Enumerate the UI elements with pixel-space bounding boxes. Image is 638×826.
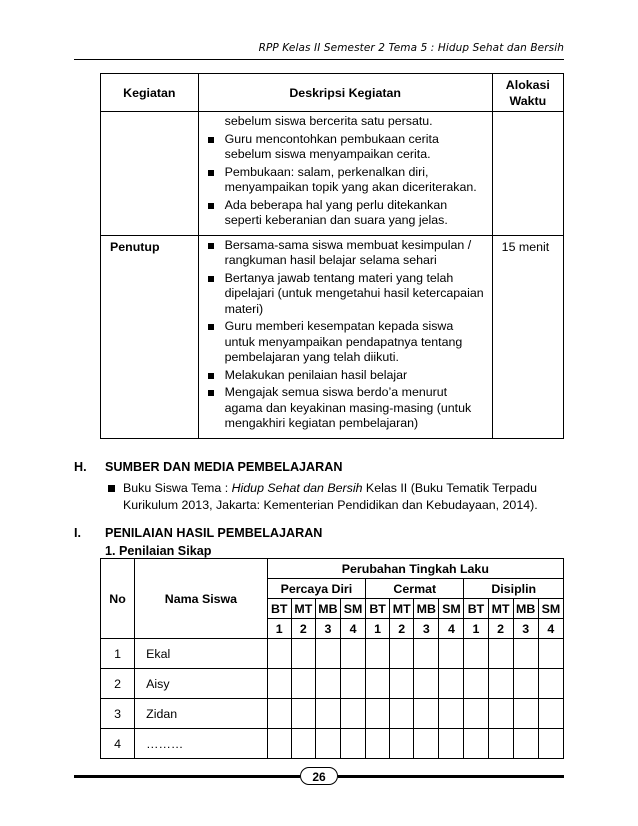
level-header: MB bbox=[315, 599, 340, 619]
score-header: 2 bbox=[291, 619, 315, 639]
score-cell[interactable] bbox=[538, 639, 563, 669]
table-row bbox=[101, 729, 564, 759]
level-header: SM bbox=[439, 599, 464, 619]
score-header: 4 bbox=[439, 619, 464, 639]
score-cell[interactable] bbox=[291, 699, 315, 729]
table-row bbox=[101, 669, 564, 699]
level-header: MB bbox=[513, 599, 538, 619]
score-cell[interactable] bbox=[340, 699, 365, 729]
header-deskripsi: Deskripsi Kegiatan bbox=[198, 74, 492, 112]
student-no: 1 bbox=[101, 639, 135, 669]
score-cell[interactable] bbox=[439, 699, 464, 729]
page-number: 26 bbox=[300, 767, 338, 785]
aspect-header: Cermat bbox=[366, 579, 464, 599]
score-cell[interactable] bbox=[291, 669, 315, 699]
student-no: 3 bbox=[101, 699, 135, 729]
score-cell[interactable] bbox=[464, 699, 488, 729]
score-cell[interactable] bbox=[538, 669, 563, 699]
section-i-heading bbox=[74, 526, 322, 540]
bullet-square-icon bbox=[208, 276, 214, 282]
header-alokasi: Alokasi Waktu bbox=[492, 74, 563, 112]
activity-row-penutup bbox=[101, 235, 564, 438]
score-cell[interactable] bbox=[538, 729, 563, 759]
activity-table-header-row bbox=[101, 74, 564, 112]
score-cell[interactable] bbox=[488, 669, 513, 699]
footer-rule-left bbox=[74, 775, 300, 778]
header-perubahan: Perubahan Tingkah Laku bbox=[267, 559, 563, 579]
level-header: MT bbox=[488, 599, 513, 619]
score-cell[interactable] bbox=[414, 699, 439, 729]
score-cell[interactable] bbox=[414, 669, 439, 699]
bullet-square-icon bbox=[208, 170, 214, 176]
bullet-square-icon bbox=[208, 324, 214, 330]
level-header: MT bbox=[291, 599, 315, 619]
score-cell[interactable] bbox=[390, 639, 414, 669]
score-cell[interactable] bbox=[464, 729, 488, 759]
student-name: ……… bbox=[135, 729, 268, 759]
time-cell bbox=[492, 112, 563, 236]
bullet-square-icon bbox=[208, 373, 214, 379]
bullet-square-icon bbox=[208, 390, 214, 396]
score-cell[interactable] bbox=[340, 729, 365, 759]
score-cell[interactable] bbox=[315, 639, 340, 669]
section-letter: H. bbox=[74, 460, 87, 474]
description-item: Guru memberi kesempatan kepada siswa untuk menyampaikan pendapatnya tentang pembelajaran yang telah diikuti. bbox=[205, 319, 486, 366]
score-cell[interactable] bbox=[538, 699, 563, 729]
score-cell[interactable] bbox=[513, 699, 538, 729]
aspect-header: Percaya Diri bbox=[267, 579, 365, 599]
description-continuation: sebelum siswa bercerita satu persatu. bbox=[224, 114, 433, 128]
description-item: Guru mencontohkan pembukaan cerita sebelum siswa menyampaikan cerita. bbox=[205, 132, 486, 163]
score-header: 4 bbox=[340, 619, 365, 639]
score-cell[interactable] bbox=[390, 699, 414, 729]
level-header: BT bbox=[366, 599, 390, 619]
table-row bbox=[101, 639, 564, 669]
score-header: 1 bbox=[366, 619, 390, 639]
running-header: RPP Kelas II Semester 2 Tema 5 : Hidup Sehat dan Bersih bbox=[258, 42, 564, 54]
score-cell[interactable] bbox=[340, 639, 365, 669]
score-cell[interactable] bbox=[439, 729, 464, 759]
book-title: Hidup Sehat dan Bersih bbox=[231, 481, 363, 495]
score-cell[interactable] bbox=[291, 639, 315, 669]
score-cell[interactable] bbox=[414, 729, 439, 759]
description-item: Ada beberapa hal yang perlu ditekankan seperti keberanian dan suara yang jelas. bbox=[205, 198, 486, 229]
attitude-table bbox=[100, 558, 564, 759]
score-cell[interactable] bbox=[414, 639, 439, 669]
header-nama-siswa: Nama Siswa bbox=[135, 559, 268, 639]
section-title: PENILAIAN HASIL PEMBELAJARAN bbox=[105, 526, 323, 540]
score-cell[interactable] bbox=[366, 639, 390, 669]
score-cell[interactable] bbox=[513, 729, 538, 759]
description-item: Bersama-sama siswa membuat kesimpulan / rangkuman hasil belajar selama sehari bbox=[205, 238, 486, 269]
student-no: 2 bbox=[101, 669, 135, 699]
level-header: SM bbox=[340, 599, 365, 619]
level-header: MB bbox=[414, 599, 439, 619]
description-item: Mengajak semua siswa berdo’a menurut agama dan keyakinan masing-masing (untuk mengakhiri kegiatan pembelajaran) bbox=[205, 385, 486, 432]
score-header: 4 bbox=[538, 619, 563, 639]
description-item: Bertanya jawab tentang materi yang telah dipelajari (untuk mengetahui hasil ketercapaian materi) bbox=[205, 271, 486, 318]
score-header: 3 bbox=[315, 619, 340, 639]
score-cell[interactable] bbox=[488, 699, 513, 729]
level-header: BT bbox=[267, 599, 291, 619]
header-rule bbox=[74, 59, 564, 60]
subsection-title: 1. Penilaian Sikap bbox=[105, 544, 212, 558]
score-header: 2 bbox=[488, 619, 513, 639]
description-cell bbox=[198, 235, 492, 438]
source-book-text: Buku Siswa Tema : Hidup Sehat dan Bersih Kelas II (Buku Tematik Terpadu Kurikulum 2013, Jakarta: Kementerian Pendidikan dan Kebudayaan, 2014). bbox=[123, 481, 538, 512]
description-item: Pembukaan: salam, perkenalkan diri, menyampaikan topik yang akan diceriterakan. bbox=[205, 165, 486, 196]
score-cell[interactable] bbox=[315, 669, 340, 699]
score-cell[interactable] bbox=[439, 639, 464, 669]
score-cell[interactable] bbox=[366, 669, 390, 699]
score-cell[interactable] bbox=[315, 729, 340, 759]
bullet-square-icon bbox=[208, 203, 214, 209]
footer-rule-right bbox=[338, 775, 564, 778]
score-cell[interactable] bbox=[439, 669, 464, 699]
phase-cell: Penutup bbox=[101, 235, 199, 438]
score-cell[interactable] bbox=[464, 669, 488, 699]
score-header: 3 bbox=[513, 619, 538, 639]
score-cell[interactable] bbox=[390, 729, 414, 759]
aspect-header: Disiplin bbox=[464, 579, 564, 599]
bullet-square-icon bbox=[208, 243, 214, 249]
student-name: Ekal bbox=[135, 639, 268, 669]
section-letter: I. bbox=[74, 526, 81, 540]
score-cell[interactable] bbox=[513, 669, 538, 699]
source-book-item bbox=[105, 480, 565, 514]
score-cell[interactable] bbox=[267, 729, 291, 759]
activity-table bbox=[100, 73, 564, 439]
phase-cell bbox=[101, 112, 199, 236]
score-cell[interactable] bbox=[366, 699, 390, 729]
header-kegiatan: Kegiatan bbox=[101, 74, 199, 112]
student-no: 4 bbox=[101, 729, 135, 759]
score-cell[interactable] bbox=[513, 639, 538, 669]
section-h-heading bbox=[74, 460, 342, 474]
score-cell[interactable] bbox=[267, 639, 291, 669]
score-cell[interactable] bbox=[488, 729, 513, 759]
score-header: 2 bbox=[390, 619, 414, 639]
score-header: 1 bbox=[464, 619, 488, 639]
score-cell[interactable] bbox=[488, 639, 513, 669]
level-header: SM bbox=[538, 599, 563, 619]
level-header: BT bbox=[464, 599, 488, 619]
bullet-square-icon bbox=[208, 137, 214, 143]
score-header: 1 bbox=[267, 619, 291, 639]
score-cell[interactable] bbox=[340, 669, 365, 699]
score-cell[interactable] bbox=[315, 699, 340, 729]
header-no: No bbox=[101, 559, 135, 639]
score-cell[interactable] bbox=[390, 669, 414, 699]
score-cell[interactable] bbox=[464, 639, 488, 669]
description-item: Melakukan penilaian hasil belajar bbox=[205, 368, 486, 384]
description-cell bbox=[198, 112, 492, 236]
score-header: 3 bbox=[414, 619, 439, 639]
score-cell[interactable] bbox=[267, 699, 291, 729]
student-name: Aisy bbox=[135, 669, 268, 699]
student-name: Zidan bbox=[135, 699, 268, 729]
score-cell[interactable] bbox=[366, 729, 390, 759]
level-header: MT bbox=[390, 599, 414, 619]
bullet-square-icon bbox=[108, 485, 115, 492]
score-cell[interactable] bbox=[291, 729, 315, 759]
time-cell: 15 menit bbox=[492, 235, 563, 438]
score-cell[interactable] bbox=[267, 669, 291, 699]
section-title: SUMBER DAN MEDIA PEMBELAJARAN bbox=[105, 460, 343, 474]
activity-row-continued bbox=[101, 112, 564, 236]
table-row bbox=[101, 699, 564, 729]
attitude-header-row bbox=[101, 559, 564, 579]
